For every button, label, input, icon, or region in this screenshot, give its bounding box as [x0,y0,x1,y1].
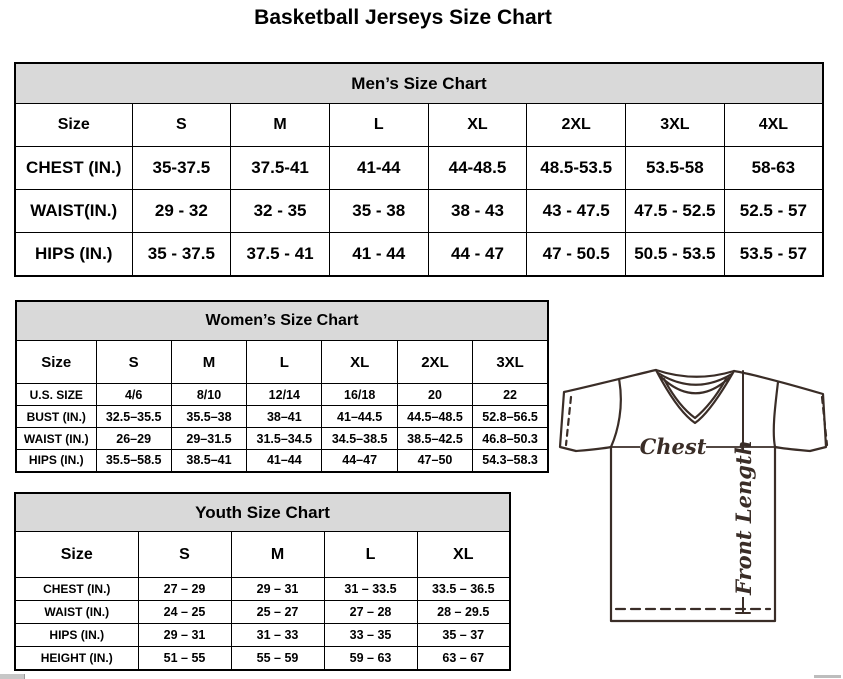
cell-value: 58-63 [724,147,823,190]
cell-value: 31 – 33 [231,624,324,647]
cell-value: 35 - 38 [329,190,428,233]
cell-value: 8/10 [171,384,246,406]
cell-value: 12/14 [247,384,322,406]
cell-value: 26–29 [96,428,171,450]
table-row [16,450,548,472]
row-label: HIPS (IN.) [16,450,96,472]
table-row [15,578,510,601]
column-header: 3XL [626,104,725,147]
jersey-outline [560,370,826,621]
table-row [16,406,548,428]
cell-value: 24 – 25 [138,601,231,624]
column-header: S [132,104,231,147]
cell-value: 34.5–38.5 [322,428,397,450]
cell-value: 52.8–56.5 [473,406,548,428]
jersey-measurement-diagram [556,361,842,673]
youth-size-table [14,492,511,671]
row-label: U.S. SIZE [16,384,96,406]
cell-value: 4/6 [96,384,171,406]
column-header: L [247,341,322,384]
table-row [15,624,510,647]
cell-value: 55 – 59 [231,647,324,670]
column-header: S [96,341,171,384]
cell-value: 37.5-41 [231,147,330,190]
front-length-label: Front Length [731,440,756,595]
cell-value: 29 – 31 [231,578,324,601]
womens-size-table [15,300,549,473]
table-row [15,190,823,233]
cell-value: 52.5 - 57 [724,190,823,233]
cell-value: 35 - 37.5 [132,233,231,276]
table-row [16,428,548,450]
cell-value: 38–41 [247,406,322,428]
cell-value: 37.5 - 41 [231,233,330,276]
column-header: M [231,532,324,578]
table-title: Men’s Size Chart [15,63,823,104]
cell-value: 44-48.5 [428,147,527,190]
row-label: WAIST(IN.) [15,190,132,233]
cell-value: 59 – 63 [324,647,417,670]
cell-value: 29 - 32 [132,190,231,233]
column-header: L [324,532,417,578]
cell-value: 51 – 55 [138,647,231,670]
cell-value: 41–44 [247,450,322,472]
cell-value: 44 - 47 [428,233,527,276]
cell-value: 43 - 47.5 [527,190,626,233]
scrollbar-thumb-fragment-right[interactable] [814,675,841,678]
column-header: M [231,104,330,147]
row-label: CHEST (IN.) [15,147,132,190]
cell-value: 16/18 [322,384,397,406]
table-row [15,601,510,624]
table-row [15,233,823,276]
row-label: HIPS (IN.) [15,233,132,276]
cell-value: 35.5–58.5 [96,450,171,472]
row-label: WAIST (IN.) [15,601,138,624]
row-label: HEIGHT (IN.) [15,647,138,670]
cell-value: 47.5 - 52.5 [626,190,725,233]
table-row [16,384,548,406]
cell-value: 28 – 29.5 [417,601,510,624]
cell-value: 20 [397,384,472,406]
cell-value: 50.5 - 53.5 [626,233,725,276]
jersey-diagram-icon [556,361,842,673]
cell-value: 53.5 - 57 [724,233,823,276]
table-title: Youth Size Chart [15,493,510,532]
cell-value: 33.5 – 36.5 [417,578,510,601]
cell-value: 41-44 [329,147,428,190]
cell-value: 31 – 33.5 [324,578,417,601]
column-header: XL [428,104,527,147]
cell-value: 38.5–41 [171,450,246,472]
cell-value: 35.5–38 [171,406,246,428]
cell-value: 29–31.5 [171,428,246,450]
column-header: M [171,341,246,384]
row-label: WAIST (IN.) [16,428,96,450]
cell-value: 63 – 67 [417,647,510,670]
scrollbar-thumb-fragment-left[interactable] [0,674,25,679]
cell-value: 44.5–48.5 [397,406,472,428]
cell-value: 41 - 44 [329,233,428,276]
cell-value: 33 – 35 [324,624,417,647]
cell-value: 46.8–50.3 [473,428,548,450]
cell-value: 22 [473,384,548,406]
cell-value: 32.5–35.5 [96,406,171,428]
cell-value: 27 – 29 [138,578,231,601]
cell-value: 31.5–34.5 [247,428,322,450]
cell-value: 41–44.5 [322,406,397,428]
cell-value: 54.3–58.3 [473,450,548,472]
column-header: XL [417,532,510,578]
column-header: S [138,532,231,578]
table-title: Women’s Size Chart [16,301,548,341]
cell-value: 38.5–42.5 [397,428,472,450]
left-armhole-seam [611,379,621,447]
row-label: BUST (IN.) [16,406,96,428]
column-header: XL [322,341,397,384]
page-title: Basketball Jerseys Size Chart [254,6,552,29]
right-armhole-seam [774,382,778,447]
left-cuff-dashed-line [566,397,571,445]
cell-value: 48.5-53.5 [527,147,626,190]
cell-value: 25 – 27 [231,601,324,624]
cell-value: 53.5-58 [626,147,725,190]
row-label: CHEST (IN.) [15,578,138,601]
mens-size-table [14,62,824,277]
column-header: L [329,104,428,147]
column-header: Size [16,341,96,384]
cell-value: 44–47 [322,450,397,472]
column-header: Size [15,104,132,147]
cell-value: 35 – 37 [417,624,510,647]
cell-value: 27 – 28 [324,601,417,624]
cell-value: 32 - 35 [231,190,330,233]
column-header: Size [15,532,138,578]
table-row [15,647,510,670]
row-label: HIPS (IN.) [15,624,138,647]
chest-label: Chest [639,434,707,459]
column-header: 4XL [724,104,823,147]
cell-value: 35-37.5 [132,147,231,190]
cell-value: 38 - 43 [428,190,527,233]
cell-value: 47–50 [397,450,472,472]
column-header: 2XL [527,104,626,147]
cell-value: 29 – 31 [138,624,231,647]
column-header: 2XL [397,341,472,384]
cell-value: 47 - 50.5 [527,233,626,276]
column-header: 3XL [473,341,548,384]
table-row [15,147,823,190]
